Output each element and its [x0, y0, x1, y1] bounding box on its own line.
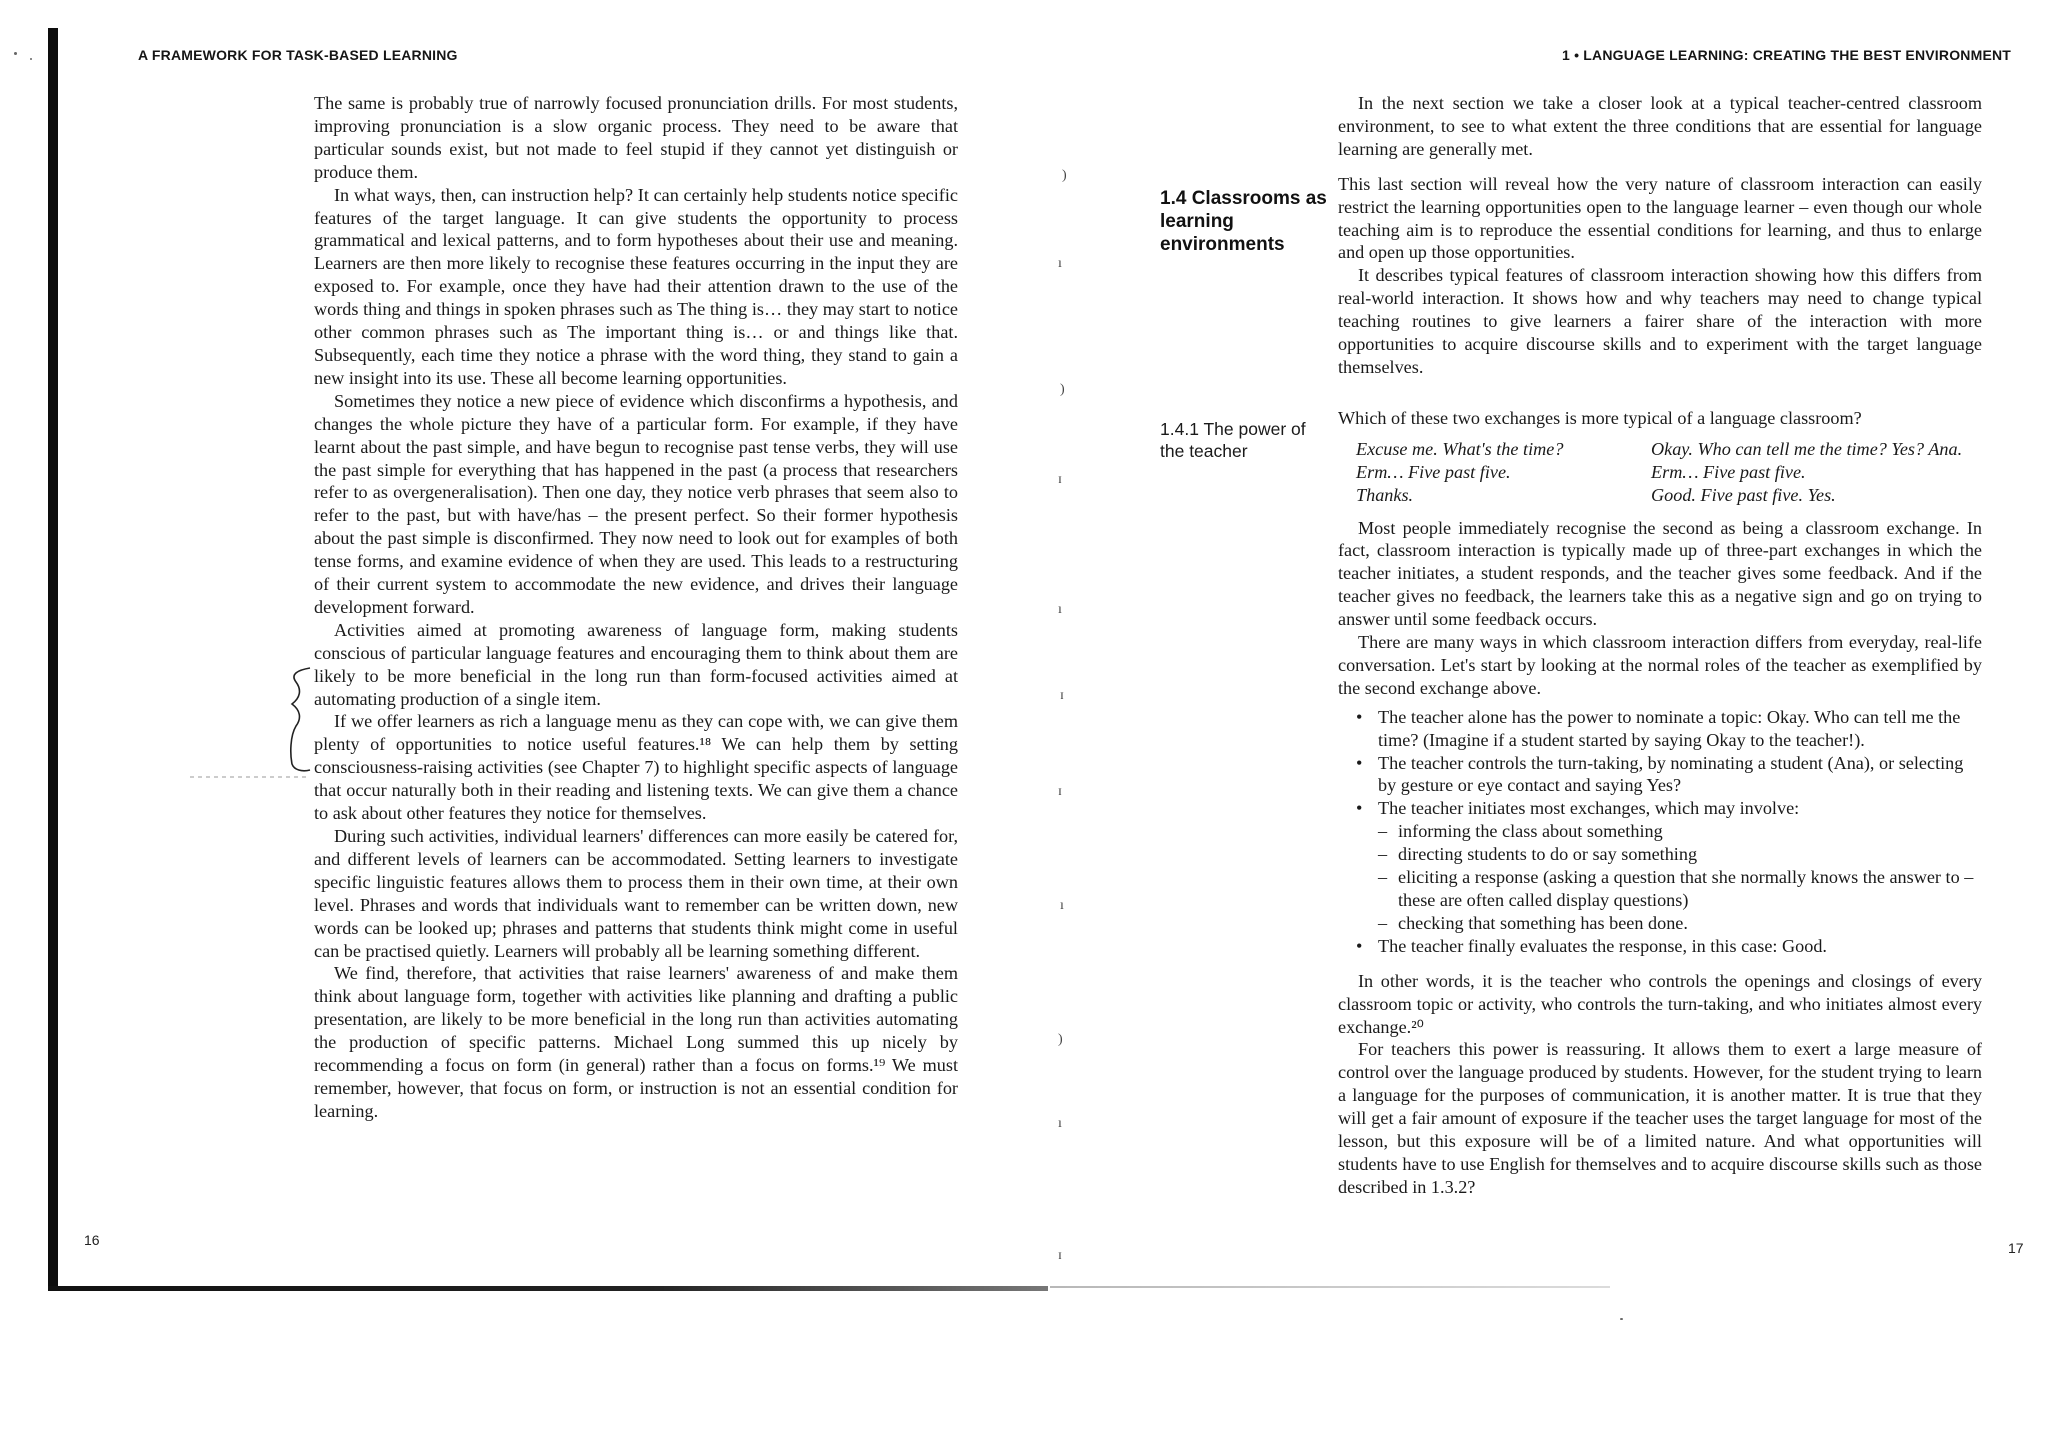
dash-item: – directing students to do or say something: [1378, 843, 1982, 866]
paragraph: If we offer learners as rich a language menu as they can cope with, we can give them plenty of opportunities to notice useful features.¹⁸ We can help them by setting consciousness-raising activities (see Chapter 7) to highlight specific aspects of language that occur naturally both in their reading and listening texts. We can give them a chance to ask about other features they notice for themselves.: [314, 711, 958, 824]
paragraph: This last section will reveal how the very nature of classroom interaction can easily restrict the learning opportunities open to the language learner – even though our whole teaching aim is to reproduce the essential conditions for learning, and thus to enlarge and open up those opportunities.: [1338, 173, 1982, 263]
bullet-item: • The teacher finally evaluates the response, in this case: Good.: [1378, 935, 1982, 958]
page-bottom-edge: [48, 1286, 1048, 1291]
bullet-item: [1378, 797, 1982, 934]
dash-item: – checking that something has been done.: [1378, 912, 1982, 935]
exchange-b-line: Okay. Who can tell me the time? Yes? Ana.: [1651, 438, 1963, 459]
page-bottom-edge-right: [1050, 1286, 1610, 1288]
paragraph: In the next section we take a closer look at a typical teacher-centred classroom environment, to see to what extent the three conditions that are essential for language learning are generally met.: [1338, 93, 1982, 159]
gutter-mark: ɪ: [1058, 1248, 1062, 1263]
paragraph: Most people immediately recognise the second as being a classroom exchange. In fact, classroom interaction is typically made up of three-part exchanges in which the teacher initiates, a student responds, and the teacher gives some feedback. And if the teacher gives no feedback, the learners take this as a negative sign and go on trying to answer until some feedback occurs.: [1338, 517, 1982, 630]
gutter-mark: ı: [1058, 256, 1062, 271]
section-heading: 1.4 Classrooms as learning environments: [1160, 188, 1327, 255]
gutter-mark: ɪ: [1058, 472, 1062, 487]
paragraph: The same is probably true of narrowly focused pronunciation drills. For most students, improving pronunciation is a slow organic process. They need to be aware that particular sounds exist, but not made to feel stupid if they cannot yet distinguish or produce them.: [314, 93, 958, 182]
margin-brace-annotation: [280, 664, 316, 776]
gutter-mark: ): [1060, 382, 1065, 397]
paragraph: It describes typical features of classroom interaction showing how this differs from real-world interaction. It shows how and why teachers may need to change typical teaching routines to give learners a fairer share of the interaction with more opportunities to acquire discourse skills and to experiment with the target language themselves.: [1338, 265, 1982, 377]
dash-item: – informing the class about something: [1378, 820, 1982, 843]
bullet-list: [1338, 706, 1982, 958]
exchanges-table: [1356, 438, 1982, 507]
gutter-mark: ): [1062, 168, 1067, 183]
dash-list: [1378, 820, 1982, 935]
gutter-mark: ı: [1058, 1116, 1062, 1131]
bullet-text: The teacher initiates most exchanges, which may involve:: [1378, 798, 1800, 819]
exchange-b-line: Good. Five past five. Yes.: [1651, 484, 1836, 505]
paragraph: There are many ways in which classroom interaction differs from everyday, real-life conversation. Let's start by looking at the normal roles of the teacher as exemplified by the second exchange above.: [1338, 632, 1982, 698]
page-number-left: 16: [84, 1232, 100, 1248]
running-head-right: 1 • LANGUAGE LEARNING: CREATING THE BEST ENVIRONMENT: [1562, 47, 2012, 63]
paragraph: In what ways, then, can instruction help? It can certainly help students notice specific features of the target language. It can give students the opportunity to process grammatical and lexical patterns, and to form hypotheses about their use and meaning. Learners are then more likely to recognise these features occurring in the input they are exposed to. For example, once they have had their attention drawn to the use of the words thing and things in spoken phrases such as The thing is… they may start to notice other common phrases such as The important thing is… or and things like that. Subsequently, each time they notice a phrase with the word thing, they stand to gain a new insight into its use. These all become learning opportunities.: [314, 184, 958, 388]
gutter-mark: ı: [1060, 898, 1064, 913]
gutter-mark: ɪ: [1060, 688, 1064, 703]
scan-speck: [1620, 1318, 1623, 1320]
scan-speck: [14, 52, 17, 55]
exchange-a-line: Erm… Five past five.: [1356, 461, 1511, 482]
right-page-body: [1338, 92, 1982, 1199]
question: Which of these two exchanges is more typical of a language classroom?: [1338, 407, 1862, 428]
gutter-mark: ı: [1058, 602, 1062, 617]
binding-edge: [48, 28, 58, 1290]
bullet-item: • The teacher controls the turn-taking, by nominating a student (Ana), or selecting by gesture or eye contact and saying Yes?: [1378, 752, 1982, 798]
paragraph: We find, therefore, that activities that raise learners' awareness of and make them think about language form, together with activities like planning and drafting a public presentation, are likely to be more beneficial in the long run than activities automating the production of specific patterns. Michael Long summed this up nicely by recommending a focus on form (in general) rather than a focus on forms.¹⁹ We must remember, however, that focus on form, or instruction is not an essential condition for learning.: [314, 963, 958, 1121]
bullet-item: • The teacher alone has the power to nominate a topic: Okay. Who can tell me the time? (Imagine if a student started by saying Okay to the teacher!).: [1378, 706, 1982, 752]
exchange-a-line: Thanks.: [1356, 484, 1414, 505]
dash-item: – eliciting a response (asking a question that she normally knows the answer to – these are often called display questions): [1378, 866, 1982, 912]
paragraph: For teachers this power is reassuring. It allows them to exert a large measure of control over the language produced by students. However, for the student trying to learn a language for the purposes of communication, it is another matter. It is true that they will get a fair amount of exposure if the teacher uses the target language for most of the lesson, but this exposure will be of a limited nature. And what opportunities will students have to use English for themselves and to acquire discourse skills such as those described in 1.3.2?: [1338, 1039, 1982, 1197]
paragraph: In other words, it is the teacher who controls the openings and closings of every classroom topic or activity, who controls the turn-taking, and who initiates almost every exchange.²⁰: [1338, 970, 1982, 1037]
margin-dashed-line: [190, 774, 310, 780]
paragraph: During such activities, individual learners' differences can more easily be catered for, and different levels of learners can be accommodated. Setting learners to investigate specific linguistic features allows them to process them in their own time, at their own level. Phrases and words that individuals want to remember can be written down, new words can be looked up; phrases and patterns that students think might come in useful can be practised quietly. Learners will probably all be learning something different.: [314, 826, 958, 961]
page-number-right: 17: [2008, 1240, 2024, 1256]
subsection-heading: 1.4.1 The power of the teacher: [1160, 419, 1306, 461]
left-page-body: [314, 92, 958, 1123]
exchange-a-line: Excuse me. What's the time?: [1356, 438, 1564, 459]
gutter-mark: ɪ: [1058, 784, 1062, 799]
paragraph: Sometimes they notice a new piece of evidence which disconfirms a hypothesis, and changes the whole picture they have of a particular form. For example, if they have learnt about the past simple, and have begun to recognise past tense verbs, they will use the past simple for everything that has happened in the past (a process that researchers refer to as overgeneralisation). Then one day, they notice verb phrases that seem also to refer to the past, but with have/has – the present perfect. So their former hypothesis about the past simple is disconfirmed. They now need to look out for examples of both tense forms, and examine evidence of when they are used. This leads to a restructuring of their current system to accommodate the new evidence, and drives their language development forward.: [314, 390, 958, 617]
scan-speck: [30, 58, 32, 60]
paragraph: Activities aimed at promoting awareness of language form, making students conscious of particular language features and encouraging them to think about them are likely to be more beneficial in the long run than form-focused activities aimed at automating production of a single item.: [314, 619, 958, 709]
exchange-b-line: Erm… Five past five.: [1651, 461, 1806, 482]
gutter-mark: ): [1058, 1032, 1063, 1047]
running-head-left: A FRAMEWORK FOR TASK-BASED LEARNING: [138, 47, 458, 63]
